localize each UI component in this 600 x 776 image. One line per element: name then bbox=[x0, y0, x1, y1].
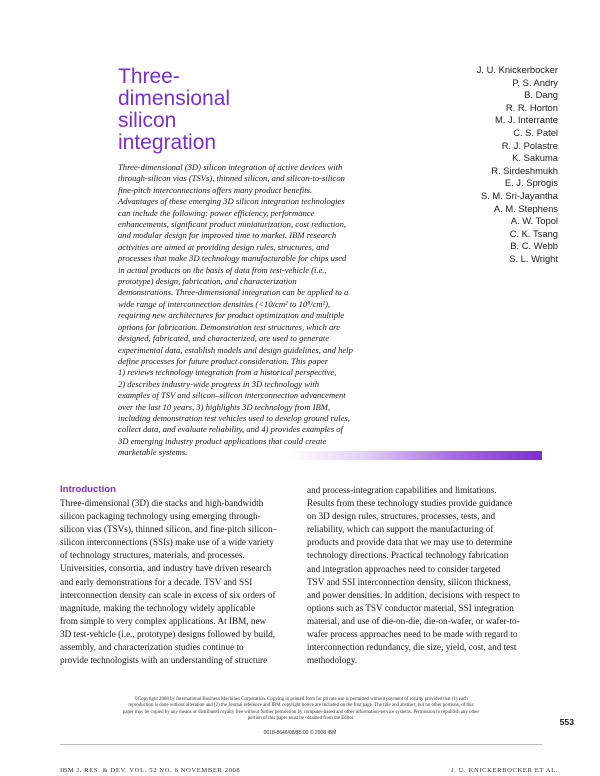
author-name: R. R. Horton bbox=[505, 101, 558, 113]
body-line: Three-dimensional (3D) die stacks and high-bandwidth bbox=[60, 498, 264, 508]
body-line: TSV and SSI interconnection density, silicon thickness, bbox=[307, 576, 511, 587]
paper-title bbox=[118, 66, 318, 154]
issn-code: 0018-8646/08/$5.00 © 2008 IBM bbox=[263, 730, 337, 736]
body-line: methodology. bbox=[307, 655, 358, 666]
abstract-line: 3D emerging industry product applications that could create bbox=[118, 435, 327, 446]
body-line: and early demonstrations for a decade. TSV and SSI bbox=[60, 576, 253, 587]
introduction-right-column bbox=[307, 484, 547, 667]
footer-divider bbox=[60, 744, 542, 745]
running-author: J. U. KNICKERBOCKER ET AL. bbox=[451, 767, 558, 774]
abstract-line: wide range of interconnection densities (<10/cm² to 10⁸/cm²), bbox=[118, 298, 331, 309]
journal-citation: IBM J. RES. & DEV. VOL. 52 NO. 6 NOVEMBER 2008 bbox=[60, 767, 241, 774]
abstract-line: prototype) design, fabrication, and characterization bbox=[118, 276, 297, 287]
abstract-line: Three-dimensional (3D) silicon integration of active devices with bbox=[118, 162, 343, 172]
body-line: Universities, consortia, and industry have driven research bbox=[60, 563, 272, 574]
abstract-line: demonstrations. Three-dimensional integration can be applied to a bbox=[118, 287, 349, 298]
body-line: from simple to very complex applications. At IBM, new bbox=[60, 615, 267, 626]
page-number: 553 bbox=[559, 717, 574, 727]
body-line: technology directions. Practical technology fabrication bbox=[307, 550, 509, 561]
author-name: M. J. Interrante bbox=[494, 114, 558, 126]
copyright-line: ©Copyright 2008 by International Business Machines Corporation. Copying in printed form for private use is permitted without payment of royalty provided that (1) each bbox=[134, 697, 468, 702]
abstract-line: through-silicon vias (TSVs), thinned silicon, and silicon-to-silicon bbox=[118, 173, 345, 184]
body-line: of technology structures, materials, and processes. bbox=[60, 550, 245, 561]
author-name: B. C. Webb bbox=[510, 240, 558, 252]
body-line: wafer process approaches need to be made with regard to bbox=[307, 629, 518, 640]
abstract-line: activities are aimed at providing design rules, structures, and bbox=[118, 241, 329, 252]
introduction-heading: Introduction bbox=[60, 484, 116, 495]
body-line: provide technologists with an understanding of structure bbox=[60, 655, 268, 666]
author-name: P. S. Andry bbox=[512, 76, 558, 88]
abstract-line: options for fabrication. Demonstration test structures, which are bbox=[118, 321, 341, 332]
abstract-line: over the last 10 years, 3) highlights 3D technology from IBM, bbox=[118, 401, 331, 412]
author-name: C. S. Patel bbox=[513, 126, 558, 138]
abstract-line: processes that make 3D technology manufacturable for chips used bbox=[118, 253, 347, 264]
author-name: K. Sakuma bbox=[512, 152, 558, 164]
body-line: and power densities. In addition, decisions with respect to bbox=[307, 589, 520, 600]
abstract-line: in actual products on the basis of data from test-vehicle (i.e., bbox=[118, 264, 327, 275]
abstract-line: examples of TSV and silicon–silicon interconnection advancement bbox=[118, 390, 346, 401]
author-name: E. J. Sprogis bbox=[504, 177, 558, 189]
title-line: dimensional bbox=[118, 87, 231, 110]
body-line: and integration approaches need to consider targeted bbox=[307, 563, 501, 574]
author-name: S. M. Sri-Jayantha bbox=[480, 189, 558, 201]
body-line: silicon vias (TSVs), thinned silicon, and fine-pitch silicon– bbox=[60, 524, 278, 535]
body-line: assembly, and characterization studies continue to bbox=[60, 642, 244, 653]
body-line: Results from these technology studies provide guidance bbox=[307, 498, 513, 509]
author-name: R. J. Polastre bbox=[501, 139, 558, 151]
body-line: silicon interconnections (SSIs) make use of a wide variety bbox=[60, 537, 274, 548]
abstract-line: fine-pitch interconnections offers many product benefits. bbox=[118, 184, 313, 195]
body-line: on 3D design rules, structures, processes, tests, and bbox=[307, 511, 496, 522]
author-name: A. M. Stephens bbox=[493, 202, 558, 214]
author-name: R. Sirdeshmukh bbox=[491, 164, 558, 176]
body-line: options such as TSV conductor material, SSI integration bbox=[307, 602, 514, 613]
copyright-notice bbox=[60, 697, 542, 722]
body-line: reliability, which can support the manufacturing of bbox=[307, 524, 494, 535]
introduction-left-column bbox=[60, 497, 290, 667]
abstract-line: Advantages of these emerging 3D silicon integration technologies bbox=[118, 196, 345, 207]
body-line: interconnection density can scale in excess of six orders of bbox=[60, 589, 276, 600]
copyright-line: portion of this paper must be obtained from the Editor. bbox=[247, 715, 355, 721]
copyright-line: reproduction is done without alteration and (2) the Journal reference and IBM copyright notice are included on the first page. The title and abstract, but no other portions, of this bbox=[128, 703, 474, 709]
abstract-line: marketable systems. bbox=[118, 447, 188, 458]
abstract-line: collect data, and evaluate reliability, and 4) provides examples of bbox=[118, 424, 343, 435]
author-list bbox=[398, 64, 558, 266]
author-name: B. Dang bbox=[524, 89, 558, 101]
abstract-line: can include the following: power efficiency, performance bbox=[118, 207, 315, 218]
copyright-line: paper may be copied by any means or distributed royalty free without further permission by computer-based and other information-service systems. Permission to republish any other bbox=[122, 709, 480, 715]
body-line: material, and use of die-on-die, die-on-wafer, or wafer-to- bbox=[307, 615, 520, 626]
decorative-gradient-bar bbox=[290, 451, 542, 460]
body-line: and process-integration capabilities and limitations. bbox=[307, 485, 497, 495]
abstract-line: including demonstration test vehicles used to develop ground rules, bbox=[118, 412, 350, 423]
author-name: J. U. Knickerbocker bbox=[476, 64, 558, 75]
body-line: products and provide data that we may use to determine bbox=[307, 537, 513, 548]
abstract-line: define processes for future product consideration. This paper bbox=[118, 355, 329, 366]
abstract-line: requiring new architectures for product optimization and multiple bbox=[118, 310, 345, 321]
title-line: Three- bbox=[118, 65, 180, 88]
body-line: silicon packaging technology using emerging through- bbox=[60, 511, 261, 522]
abstract-line: experimental data, establish models and design guidelines, and help bbox=[118, 344, 353, 355]
body-line: interconnection redundancy, die size, yield, cost, and test bbox=[307, 642, 517, 653]
abstract-line: 2) describes industry-wide progress in 3D technology with bbox=[118, 378, 320, 389]
body-line: magnitude, making the technology widely applicable bbox=[60, 602, 255, 613]
author-name: A. W. Topol bbox=[510, 215, 558, 227]
abstract-line: 1) reviews technology integration from a historical perspective, bbox=[118, 367, 337, 378]
title-line: silicon bbox=[118, 109, 177, 132]
body-line: 3D test-vehicle (i.e., prototype) designs followed by build, bbox=[60, 628, 276, 639]
abstract-line: and modular design for improved time to market. IBM research bbox=[118, 230, 337, 241]
abstract bbox=[118, 162, 388, 459]
author-name: C. K. Tsang bbox=[509, 227, 558, 239]
abstract-line: enhancements, significant product miniaturization, cost reduction, bbox=[118, 219, 347, 230]
abstract-line: designed, fabricated, and characterized, are used to generate bbox=[118, 333, 330, 344]
author-name: S. L. Wright bbox=[509, 252, 558, 264]
title-line: integration bbox=[118, 131, 217, 154]
